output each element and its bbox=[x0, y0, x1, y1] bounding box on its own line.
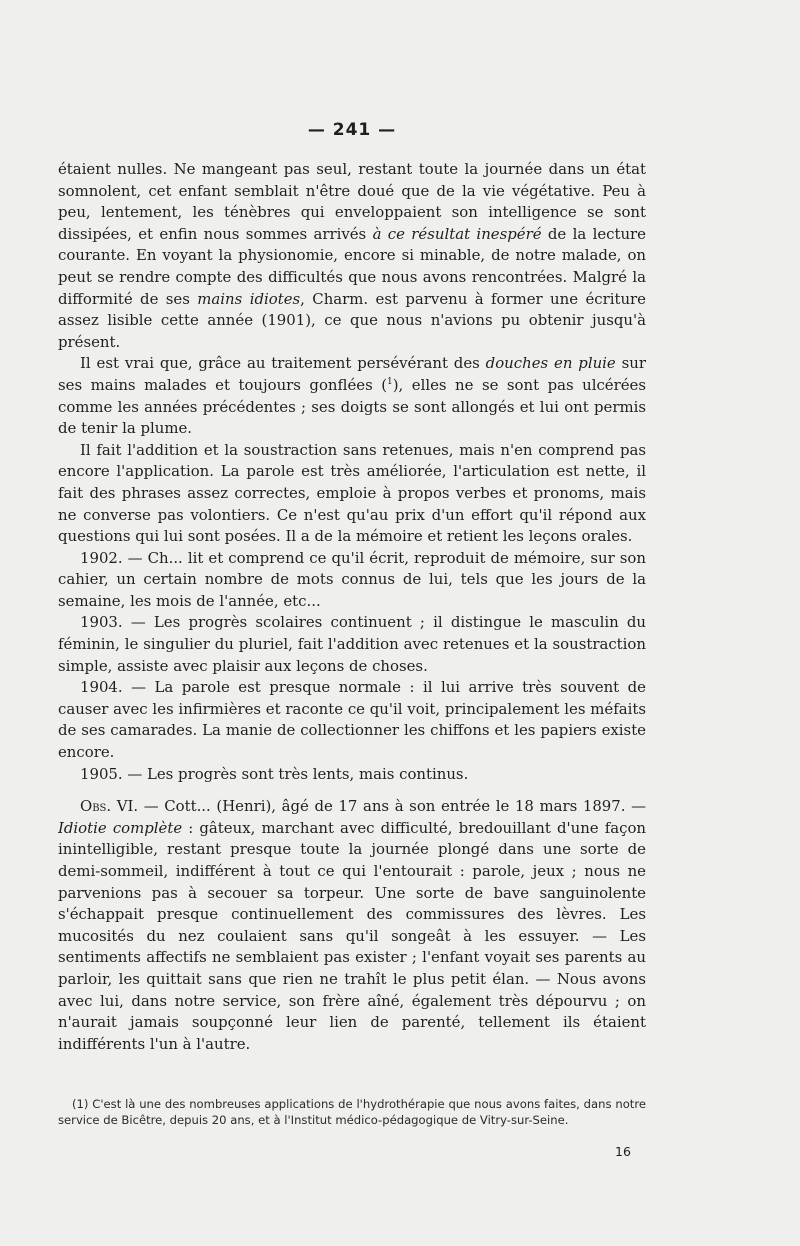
observation-6 bbox=[58, 796, 646, 1055]
text-run: , Charm. est parvenu à former une écriture assez lisible cette année (1901), ce que nous n'avions pu obtenir jusqu'à présent. bbox=[58, 289, 646, 351]
observation-label: Obs. VI. bbox=[80, 797, 139, 816]
text-run: ), elles ne se sont pas ulcérées comme les années précédentes ; ses doigts se sont allongés et lui ont permis de tenir la plume. bbox=[58, 375, 646, 438]
text-run: : gâteux, marchant avec difficulté, bredouillant d'une façon inintelligible, restant presque toute la journée plongé dans une sorte de demi-sommeil, indifférent à tout ce qui l'entourait : parole, jeux ; nous ne parvenions pas à secouer sa torpeur. Une sorte de bave sanguinolente s'échappait presque continuellement des commissures des lèvres. Les mucosités du nez coulaient sans qu'il songeât à les essuyer. — Les sentiments affectifs ne semblaient pas exister ; l'enfant voyait ses parents au parloir, les quittait sans que rien ne trahît le plus petit élan. — Nous avons avec lui, dans notre service, son frère aîné, également très dépourvu ; on n'aurait jamais soupçonné leur lien de parenté, tellement ils étaient indifférents l'un à l'autre. bbox=[58, 818, 646, 1053]
paragraph-1902: 1902. — Ch... lit et comprend ce qu'il écrit, reproduit de mémoire, sur son cahier, un certain nombre de mots connus de lui, tels que les jours de la semaine, les mois de l'année, etc... bbox=[58, 548, 646, 610]
signature-mark: 16 bbox=[615, 1144, 631, 1159]
paragraph-1905: 1905. — Les progrès sont très lents, mais continus. bbox=[80, 764, 469, 783]
footnote: (1) C'est là une des nombreuses applications de l'hydrothérapie que nous avons faites, dans notre service de Bicêtre, depuis 20 ans, et à l'Institut médico-pédagogique de Vitry-sur-Seine. bbox=[58, 1097, 646, 1127]
text-run: — Cott... (Henri), âgé de 17 ans à son entrée le 18 mars 1897. — bbox=[138, 797, 646, 816]
text-run: de la lecture courante. En voyant la physionomie, encore si minable, de notre malade, on peut se rendre compte des difficultés que nous avons rencontrées. Malgré la difformité de ses bbox=[58, 224, 646, 308]
paragraph-3: Il fait l'addition et la soustraction sans retenues, mais n'en comprend pas encore l'application. La parole est très améliorée, l'articulation est nette, il fait des phrases assez correctes, emploie à propos verbes et pronoms, mais ne converse pas volontiers. Ce n'est qu'au prix d'un effort qu'il répond aux questions qui lui sont posées. Il a de la mémoire et retient les leçons orales. bbox=[58, 440, 646, 546]
text-run: sur ses mains malades et toujours gonflées ( bbox=[58, 354, 646, 394]
book-page bbox=[58, 0, 646, 1246]
text-run: Il est vrai que, grâce au traitement persévérant des bbox=[80, 354, 486, 373]
italic-phrase: douches en pluie bbox=[485, 354, 616, 373]
paragraph-1 bbox=[58, 159, 646, 353]
paragraph-1903: 1903. — Les progrès scolaires continuent ; il distingue le masculin du féminin, le singulier du pluriel, fait l'addition avec retenues et la soustraction simple, assiste avec plaisir aux leçons de choses. bbox=[58, 613, 646, 675]
italic-phrase: mains idiotes bbox=[197, 289, 301, 308]
paragraph-1904: 1904. — La parole est presque normale : il lui arrive très souvent de causer avec les infirmières et raconte ce qu'il voit, principalement les méfaits de ses camarades. La manie de collectionner les chiffons et les papiers existe encore. bbox=[58, 678, 646, 762]
text-run: étaient nulles. Ne mangeant pas seul, restant toute la journée dans un état somnolent, cet enfant semblait n'être doué que de la vie végétative. Peu à peu, lentement, les ténèbres qui enveloppaient son intelligence se sont dissipées, et enfin nous sommes arrivés bbox=[58, 160, 646, 243]
footnote-reference[interactable]: 1 bbox=[387, 376, 393, 387]
paragraph-2 bbox=[58, 353, 646, 439]
body-text bbox=[58, 159, 646, 1055]
italic-phrase: Idiotie complète bbox=[58, 818, 183, 837]
italic-phrase: à ce résultat inespéré bbox=[372, 224, 542, 243]
page-number: — 241 — bbox=[307, 120, 397, 140]
